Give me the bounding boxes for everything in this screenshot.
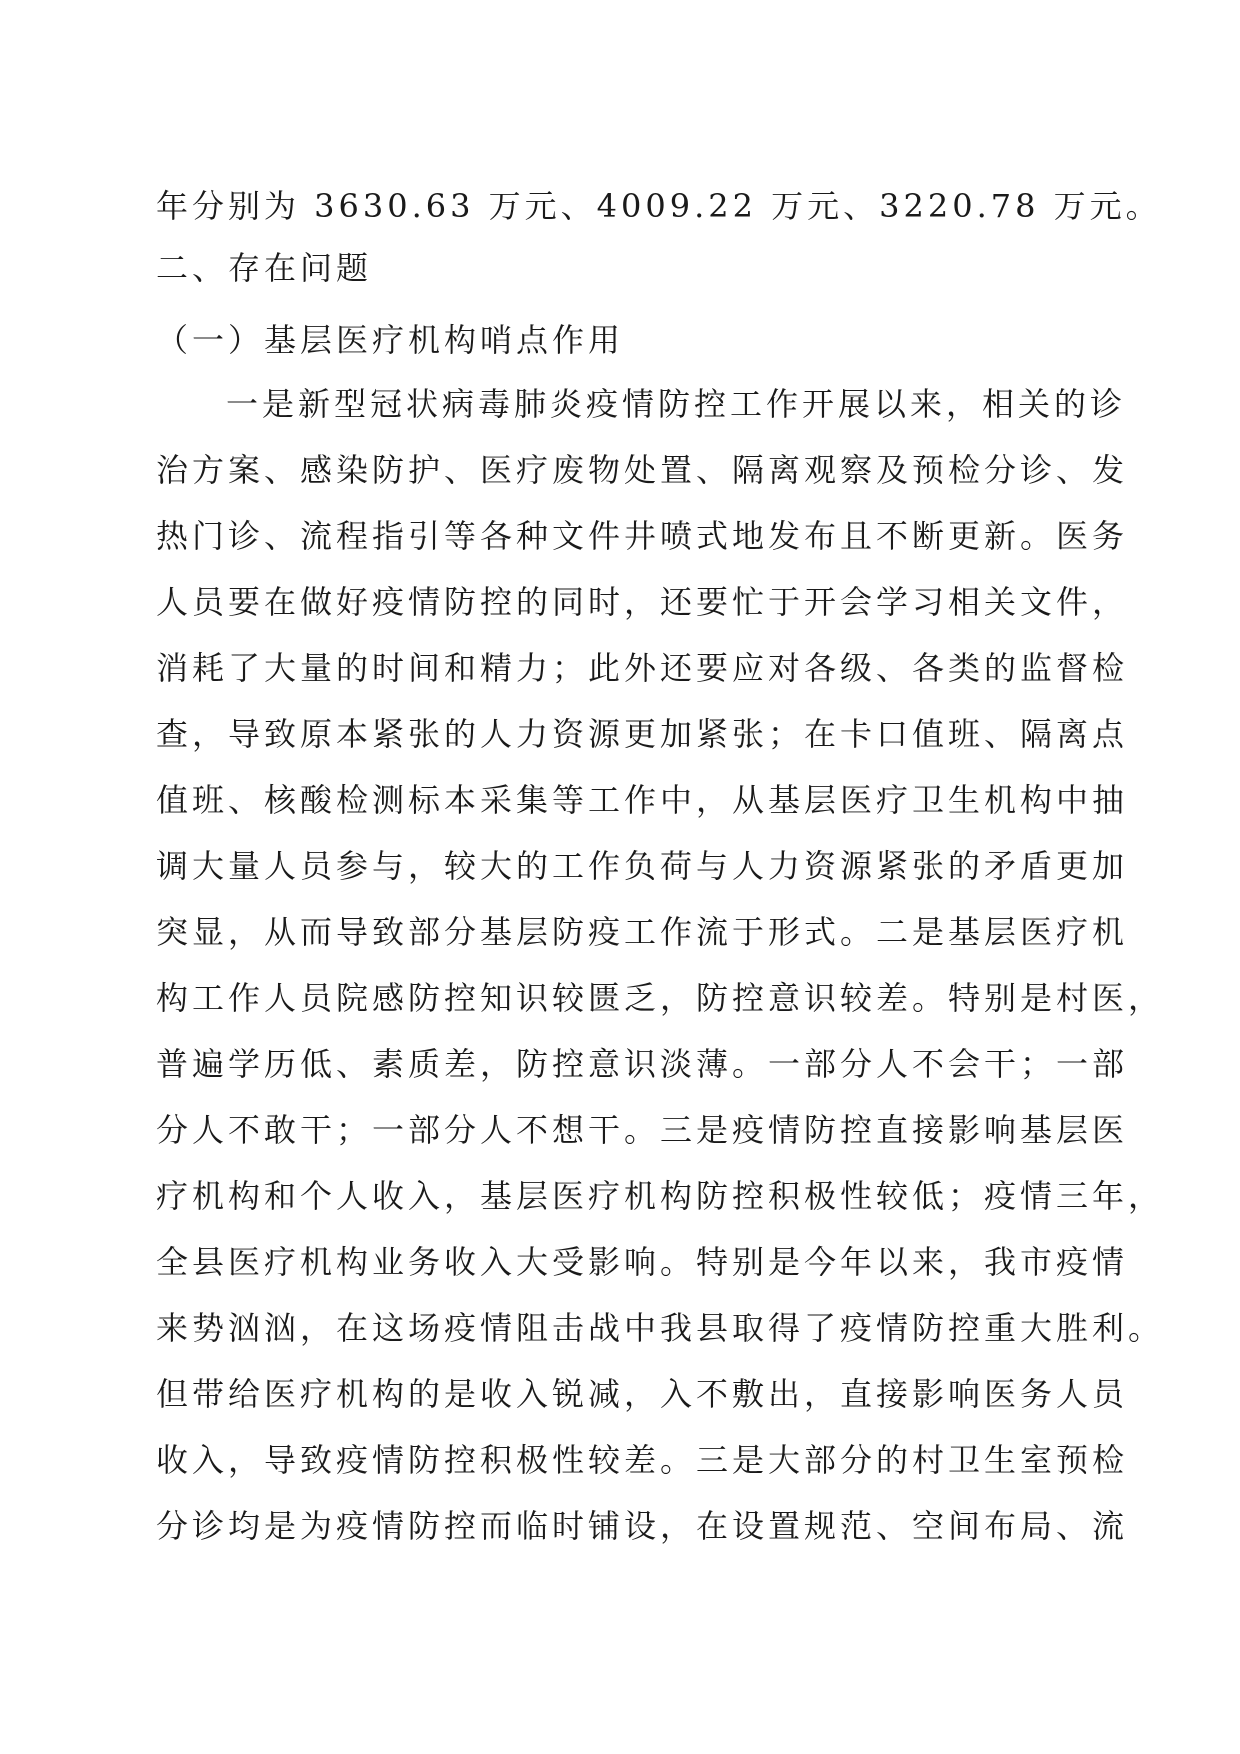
paragraph-line: 查，导致原本紧张的人力资源更加紧张；在卡口值班、隔离点 <box>156 715 1129 753</box>
paragraph-line: 收入，导致疫情防控积极性较差。三是大部分的村卫生室预检 <box>156 1441 1129 1479</box>
paragraph-line: 值班、核酸检测标本采集等工作中，从基层医疗卫生机构中抽 <box>156 781 1129 819</box>
paragraph-line: 一是新型冠状病毒肺炎疫情防控工作开展以来，相关的诊 <box>226 385 1127 423</box>
paragraph-line: 人员要在做好疫情防控的同时，还要忙于开会学习相关文件， <box>156 583 1129 621</box>
paragraph-line: 来势汹汹，在这场疫情阻击战中我县取得了疫情防控重大胜利。 <box>156 1309 1165 1347</box>
paragraph-line: 调大量人员参与，较大的工作负荷与人力资源紧张的矛盾更加 <box>156 847 1129 885</box>
paragraph-line-budget-figures: 年分别为 3630.63 万元、4009.22 万元、3220.78 万元。 <box>156 187 1162 225</box>
paragraph-line: 消耗了大量的时间和精力；此外还要应对各级、各类的监督检 <box>156 649 1129 687</box>
paragraph-line: 疗机构和个人收入，基层医疗机构防控积极性较低；疫情三年， <box>156 1177 1165 1215</box>
paragraph-line: 全县医疗机构业务收入大受影响。特别是今年以来，我市疫情 <box>156 1243 1129 1281</box>
paragraph-line: 热门诊、流程指引等各种文件井喷式地发布且不断更新。医务 <box>156 517 1129 555</box>
section-heading-issues: 二、存在问题 <box>156 249 373 287</box>
paragraph-line: 分诊均是为疫情防控而临时铺设，在设置规范、空间布局、流 <box>156 1507 1129 1545</box>
paragraph-line: 突显，从而导致部分基层防疫工作流于形式。二是基层医疗机 <box>156 913 1129 951</box>
paragraph-line: 治方案、感染防护、医疗废物处置、隔离观察及预检分诊、发 <box>156 451 1129 489</box>
paragraph-line: 构工作人员院感防控知识较匮乏，防控意识较差。特别是村医， <box>156 979 1165 1017</box>
paragraph-line: 但带给医疗机构的是收入锐减，入不敷出，直接影响医务人员 <box>156 1375 1129 1413</box>
paragraph-line: 普遍学历低、素质差，防控意识淡薄。一部分人不会干；一部 <box>156 1045 1129 1083</box>
subsection-heading-sentinel: （一）基层医疗机构哨点作用 <box>156 321 625 359</box>
paragraph-line: 分人不敢干；一部分人不想干。三是疫情防控直接影响基层医 <box>156 1111 1129 1149</box>
